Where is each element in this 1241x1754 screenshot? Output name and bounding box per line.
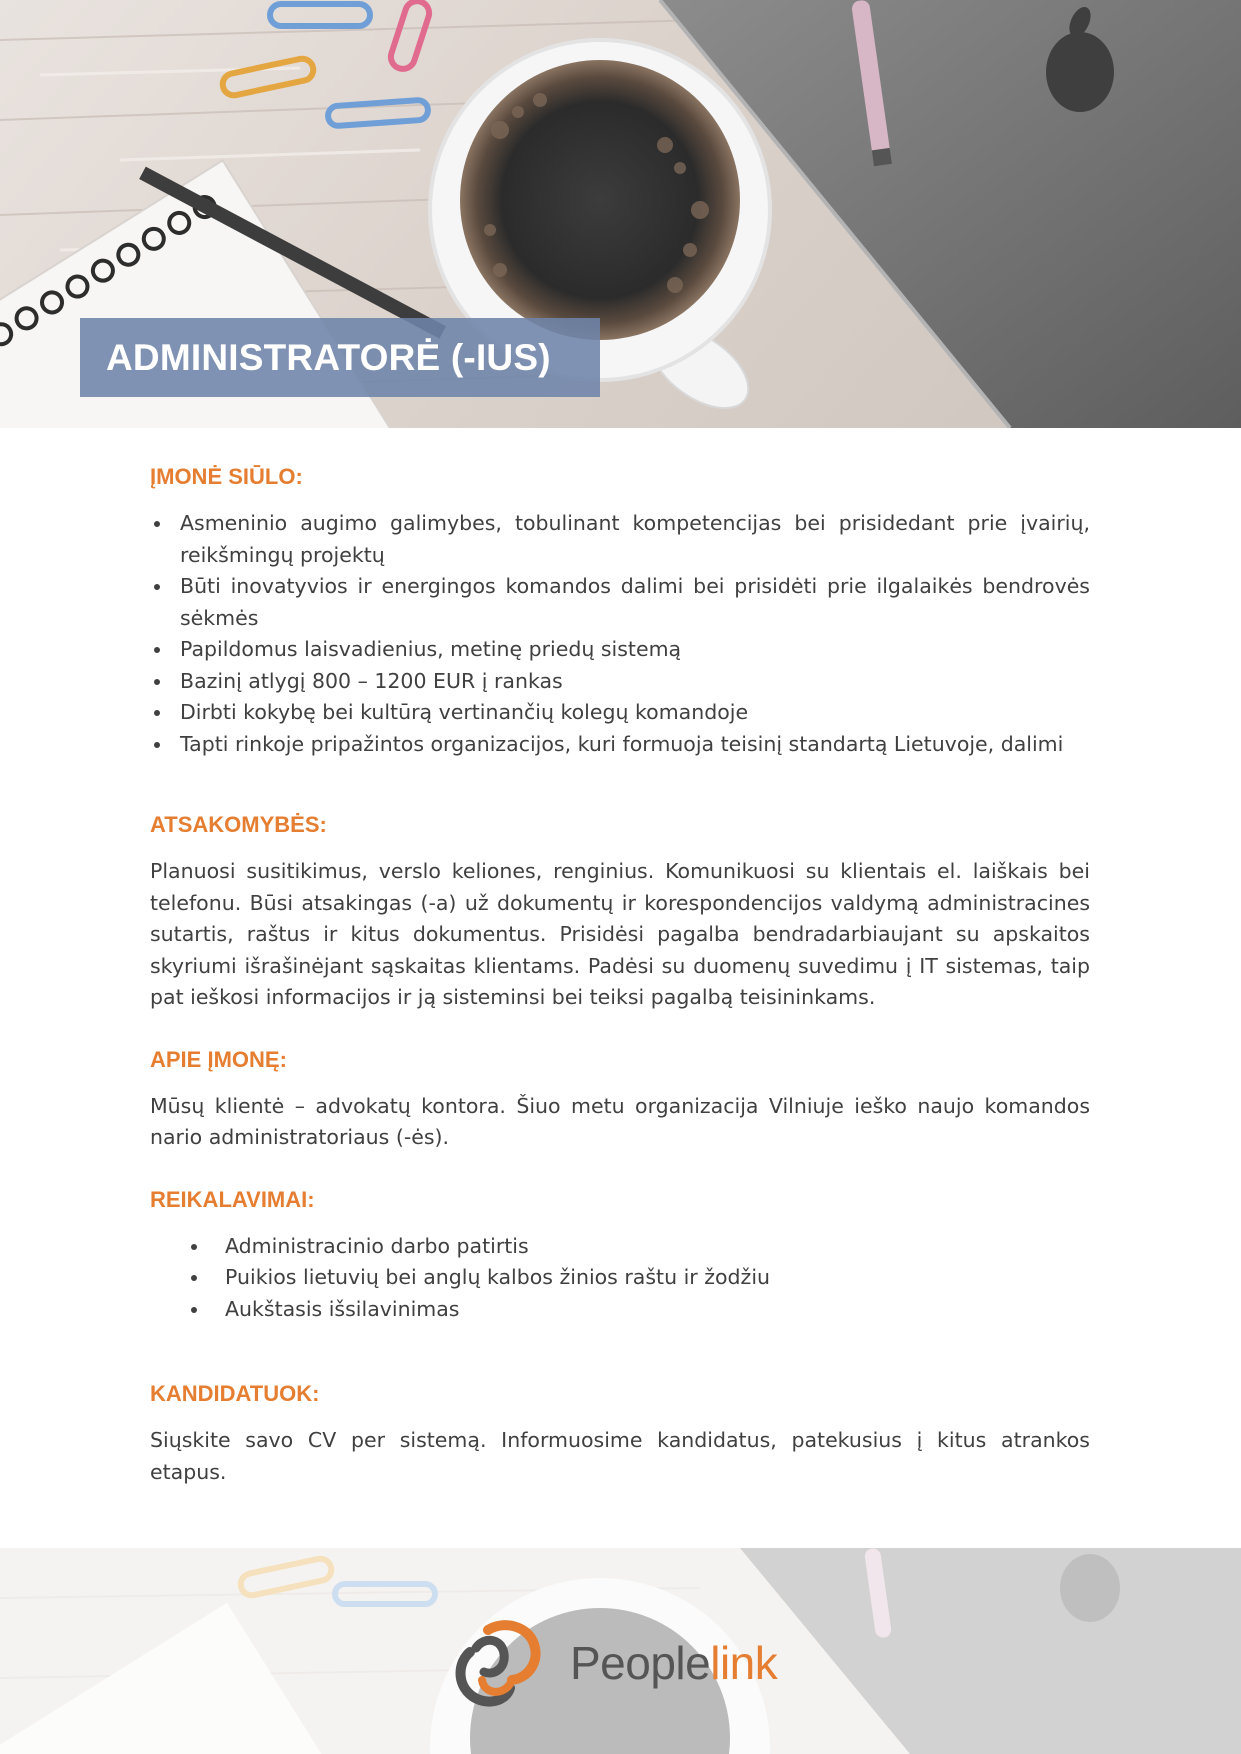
title-banner bbox=[80, 318, 600, 397]
apply-heading: KANDIDATUOK: bbox=[150, 1381, 320, 1406]
responsibilities-heading: ATSAKOMYBĖS: bbox=[150, 812, 327, 837]
logo-text-link: link bbox=[710, 1637, 778, 1689]
logo-wordmark bbox=[570, 1637, 778, 1689]
about-heading: APIE ĮMONĘ: bbox=[150, 1046, 287, 1072]
header-photo bbox=[0, 0, 1241, 428]
section-requirements bbox=[150, 1185, 1090, 1326]
about-text: Mūsų klientė – advokatų kontora. Šiuo metu organizacija Vilniuje ieško naujo komandos nario administratoriaus (-ės). bbox=[150, 1093, 1090, 1149]
list-item: Administracinio darbo patirtis bbox=[150, 1231, 1090, 1263]
apply-text: Siųskite savo CV per sistemą. Informuosime kandidatus, patekusius į kitus atrankos etapus. bbox=[150, 1428, 1090, 1484]
peoplelink-logo-icon bbox=[450, 1618, 542, 1708]
peoplelink-logo bbox=[450, 1618, 810, 1708]
list-item: Tapti rinkoje pripažintos organizacijos, kuri formuoja teisinį standartą Lietuvoje, dalimi bbox=[150, 729, 1090, 761]
section-apply bbox=[150, 1379, 1090, 1488]
job-description bbox=[150, 462, 1090, 1488]
list-item: Puikios lietuvių bei anglų kalbos žinios raštu ir žodžiu bbox=[150, 1262, 1090, 1294]
list-item: Aukštasis išsilavinimas bbox=[150, 1294, 1090, 1326]
section-about bbox=[150, 1045, 1090, 1154]
list-item: Asmeninio augimo galimybes, tobulinant kompetencijas bei prisidedant prie įvairių, reikšmingų projektų bbox=[150, 508, 1090, 571]
section-responsibilities bbox=[150, 810, 1090, 1014]
page-title: ADMINISTRATORĖ (-IUS) bbox=[106, 336, 551, 378]
list-item: Bazinį atlygį 800 – 1200 EUR į rankas bbox=[150, 666, 1090, 698]
responsibilities-text: Planuosi susitikimus, verslo keliones, renginius. Komunikuosi su klientais el. laiškais bei telefonu. Būsi atsakingas (-a) už dokumentų ir korespondencijos valdymą administracines sutartis, raštus ir kitus dokumentus. Prisidėsi pagalba bendradarbiaujant su apskaitos skyriumi išrašinėjant sąskaitas klientams. Padėsi su duomenų suvedimu į IT sistemas, taip pat ieškosi informacijos ir ją sisteminsi bei teiksi pagalbą teisininkams. bbox=[150, 859, 1090, 1009]
list-item: Būti inovatyvios ir energingos komandos dalimi bei prisidėti prie ilgalaikės bendrovės sėkmės bbox=[150, 571, 1090, 634]
section-offer bbox=[150, 462, 1090, 760]
requirements-list bbox=[150, 1231, 1090, 1326]
list-item: Dirbti kokybę bei kultūrą vertinančių kolegų komandoje bbox=[150, 697, 1090, 729]
logo-text-people: People bbox=[570, 1637, 711, 1689]
list-item: Papildomus laisvadienius, metinę priedų sistemą bbox=[150, 634, 1090, 666]
offer-heading: ĮMONĖ SIŪLO: bbox=[150, 464, 303, 489]
offer-list bbox=[150, 508, 1090, 760]
requirements-heading: REIKALAVIMAI: bbox=[150, 1186, 315, 1212]
